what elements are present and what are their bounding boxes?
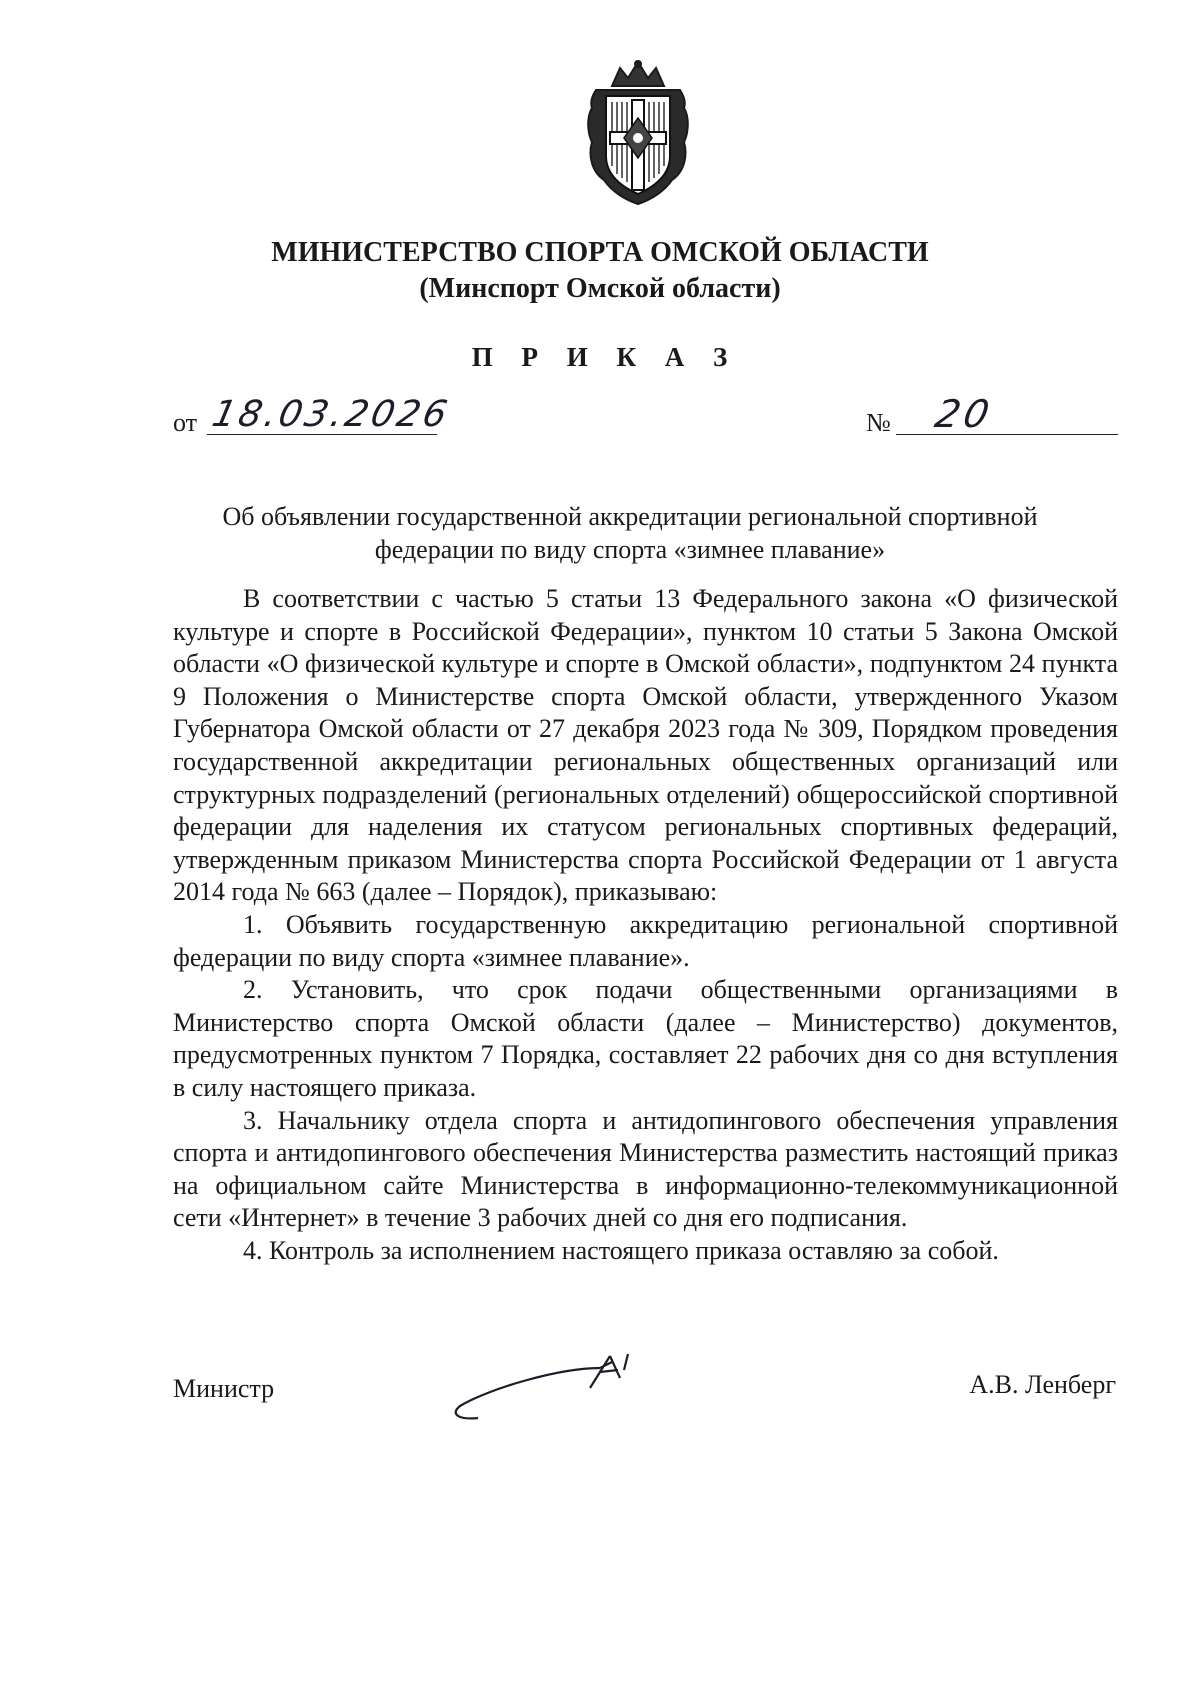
- coat-of-arms-icon: [582, 56, 694, 206]
- organization-short-name: (Минспорт Омской области): [419, 273, 781, 304]
- order-item-3: 3. Начальнику отдела спорта и антидопингового обеспечения управления спорта и антидопингового обеспечения Министерства разместить настоящий приказ на официальном сайте Министерства в информационно-телекоммуникационной сети «Интернет» в течение 3 рабочих дней со дня его подписания.: [173, 1105, 1118, 1233]
- handwritten-date: 18.03.2026: [208, 394, 454, 435]
- organization-name: МИНИСТЕРСТВО СПОРТА ОМСКОЙ ОБЛАСТИ: [271, 237, 929, 268]
- order-item-4: 4. Контроль за исполнением настоящего приказа оставляю за собой.: [243, 1235, 999, 1265]
- order-item-1: 1. Объявить государственную аккредитацию региональной спортивной федерации по виду спорта «зимнее плавание».: [173, 909, 1118, 972]
- document-type: П Р И К А З: [471, 342, 739, 372]
- handwritten-number: 20: [931, 392, 998, 436]
- number-prefix: №: [866, 408, 891, 437]
- preamble-paragraph: В соответствии с частью 5 статьи 13 Федерального закона «О физической культуре и спорте в Российской Федерации», пунктом 10 статьи 5 Закона Омской области «О физической культуре и спорте в Омской области», подпунктом 24 пункта 9 Положения о Министерстве спорта Омской области, утвержденного Указом Губернатора Омской области от 27 декабря 2023 года № 309, Порядком проведения государственной аккредитации региональных общественных организаций или структурных подразделений (региональных отделений) общероссийской спортивной федерации для наделения их статусом региональных спортивных федераций, утвержденным приказом Министерства спорта Российской Федерации от 1 августа 2014 года № 663 (далее – Порядок), приказываю:: [173, 584, 1118, 907]
- signer-name: А.В. Ленберг: [969, 1370, 1116, 1399]
- signer-title: Министр: [173, 1374, 275, 1403]
- date-prefix: от: [173, 408, 198, 437]
- document-subject: Об объявлении государственной аккредитации региональной спортивной федерации по виду спорта «зимнее плавание»: [222, 502, 1038, 564]
- document-body: [173, 583, 1118, 1267]
- signature-icon: [450, 1348, 690, 1428]
- number-underline: [896, 434, 1118, 435]
- order-item-2: 2. Установить, что срок подачи общественными организациями в Министерство спорта Омской области (далее – Министерство) документов, предусмотренных пунктом 7 Порядка, составляет 22 рабочих дня со дня вступления в силу настоящего приказа.: [173, 975, 1118, 1102]
